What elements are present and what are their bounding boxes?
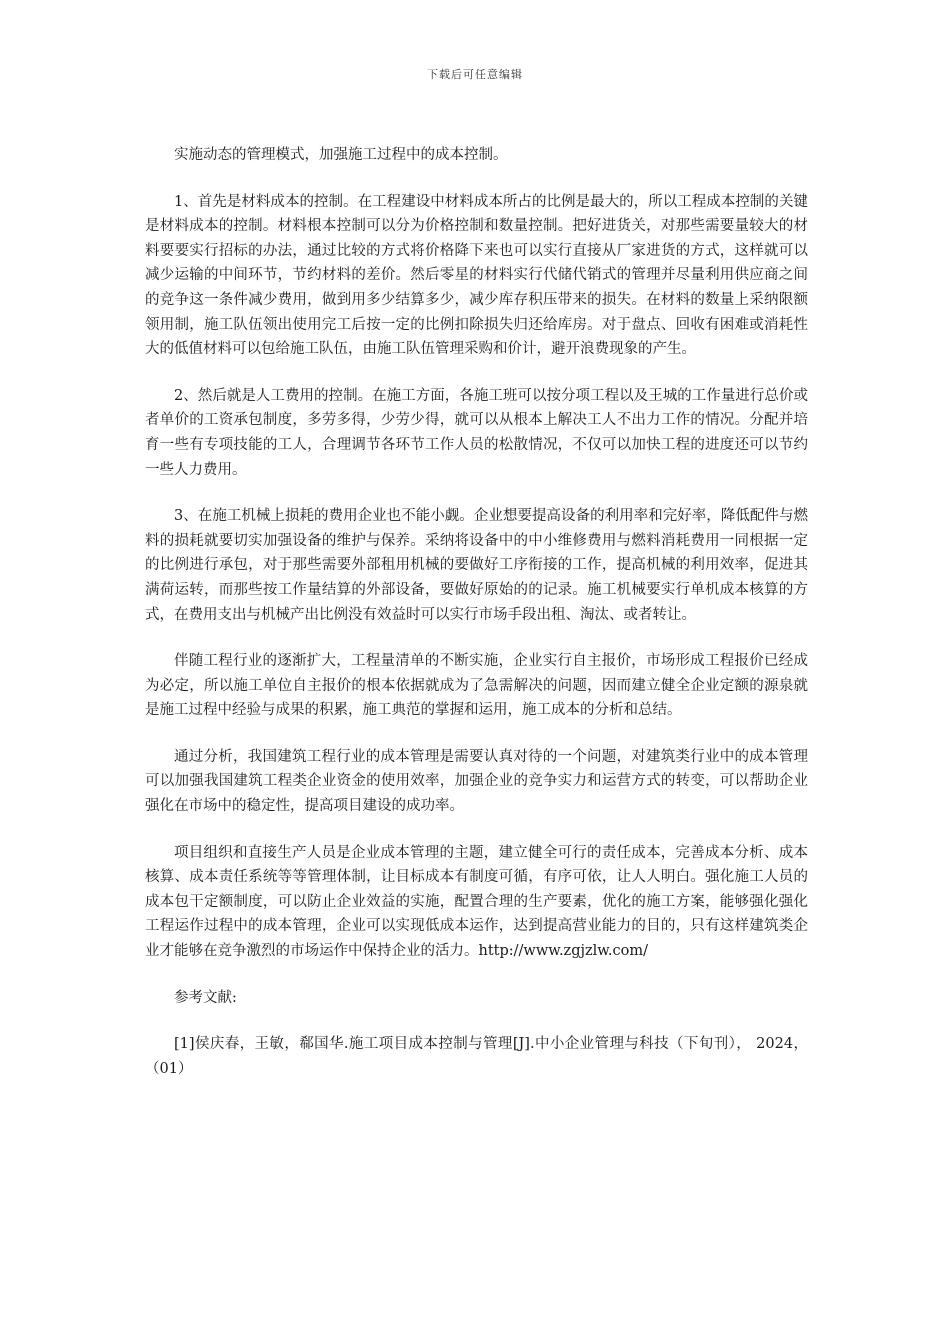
document-body (145, 143, 808, 1103)
reference-item-1: [1]侯庆春，王敏，郗国华.施工项目成本控制与管理[J].中小企业管理与科技（下旬刊）， 2024，（01） (145, 1036, 808, 1077)
references-title: 参考文献: (174, 989, 237, 1006)
paragraph-intro: 实施动态的管理模式，加强施工过程中的成本控制。 (174, 147, 508, 163)
page-header: 下载后可任意编辑 (427, 68, 523, 81)
paragraph-industry-growth: 伴随工程行业的逐渐扩大，工程量清单的不断实施，企业实行自主报价，市场形成工程报价已经成为必定，所以施工单位自主报价的根本依据就成为了急需解决的问题，因而建立健全企业定额的源泉就是施工过程中经验与成果的积累，施工典范的掌握和运用，施工成本的分析和总结。 (145, 653, 808, 719)
paragraph-labor-cost: 2、然后就是人工费用的控制。在施工方面，各施工班可以按分项工程以及王城的工作量进行总价或者单价的工资承包制度，多劳多得，少劳少得，就可以从根本上解决工人不出力工作的情况。分配并培育一些有专项技能的工人，合理调节各环节工作人员的松散情况，不仅可以加快工程的进度还可以节约一些人力费用。 (145, 387, 808, 478)
paragraph-machinery-cost: 3、在施工机械上损耗的费用企业也不能小觑。企业想要提高设备的利用率和完好率，降低配件与燃料的损耗就要切实加强设备的维护与保养。采纳将设备中的中小维修费用与燃料消耗费用一同根据一定的比例进行承包，对于那些需要外部租用机械的要做好工序衔接的工作，提高机械的利用效率，促进其满荷运转，而那些按工作量结算的外部设备，要做好原始的的记录。施工机械要实行单机成本核算的方式，在费用支出与机械产出比例没有效益时可以实行市场手段出租、淘汰、或者转让。 (145, 508, 808, 623)
paragraph-material-cost: 1、首先是材料成本的控制。在工程建设中材料成本所占的比例是最大的，所以工程成本控制的关键是材料成本的控制。材料根本控制可以分为价格控制和数量控制。把好进货关，对那些需要量较大的材料要要实行招标的办法，通过比较的方式将价格降下来也可以实行直接从厂家进货的方式，这样就可以减少运输的中间环节，节约材料的差价。然后零星的材料实行代储代销式的管理并尽量利用供应商之间的竞争这一条件减少费用，做到用多少结算多少，减少库存积压带来的损失。在材料的数量上采纳限额领用制，施工队伍领出使用完工后按一定的比例扣除损失归还给库房。对于盘点、回收有困难或消耗性大的低值材料可以包给施工队伍，由施工队伍管理采购和价计，避开浪费现象的产生。 (145, 193, 808, 358)
paragraph-analysis: 通过分析，我国建筑工程行业的成本管理是需要认真对待的一个问题，对建筑类行业中的成本管理可以加强我国建筑工程类企业资金的使用效率，加强企业的竞争实力和运营方式的转变，可以帮助企业强化在市场中的稳定性，提高项目建设的成功率。 (145, 748, 808, 815)
paragraph-conclusion: 项目组织和直接生产人员是企业成本管理的主题，建立健全可行的责任成本，完善成本分析、成本核算、成本责任系统等等管理体制，让目标成本有制度可循，有序可依，让人人明白。强化施工人员的成本包干定额制度，可以防止企业效益的实施，配置合理的生产要素，优化的施工方案，能够强化强化工程运作过程中的成本管理，企业可以实现低成本运作，达到提高营业能力的目的，只有这样建筑类企业才能够在竞争激烈的市场运作中保持企业的活力。http://www.zgjzlw.com/ (145, 844, 808, 960)
